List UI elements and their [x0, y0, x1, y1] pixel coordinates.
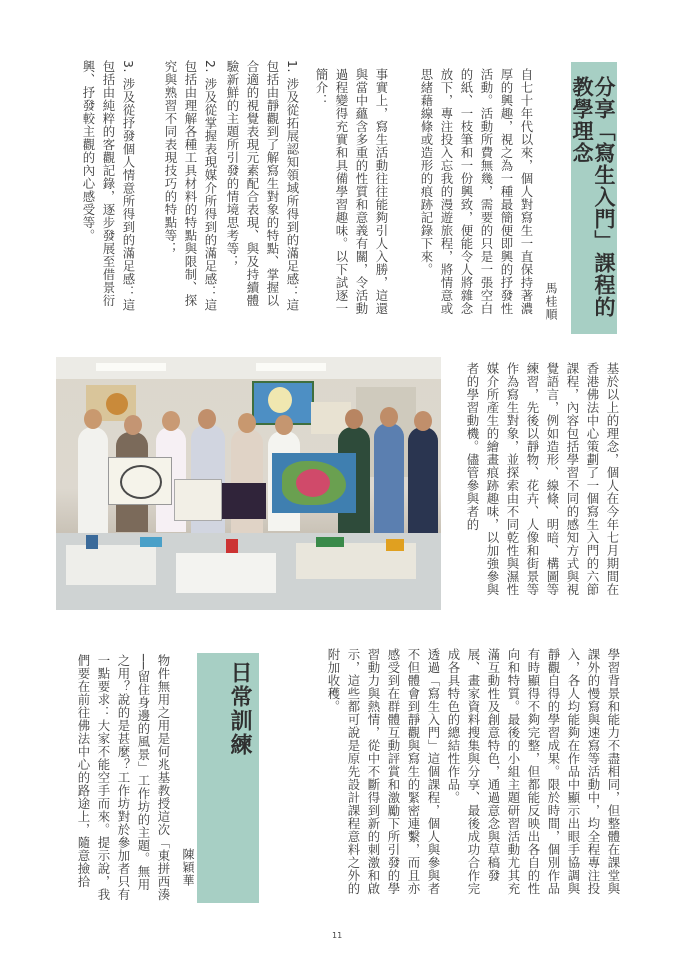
list-item-1: 1. 涉及從拓展認知領域所得到的滿足感：這包括由靜觀到了解寫生對象的特點、掌握以合適的視覺表現元素配合表現、與及持續體驗新鮮的主題所引發的情境思考等； [225, 60, 300, 312]
page-number: 11 [332, 931, 343, 940]
article-author: 馬桂順 [544, 282, 558, 321]
list-item-2: 2. 涉及從掌握表現媒介所得到的滿足感：這包括由理解各種工具材料的特點與限制、探究與熟習不同表現技巧的特點等； [163, 60, 218, 312]
paragraph-conclusion: 透過「寫生入門」這個課程，個人與參與者不但體會到靜觀與寫生的緊密連繫，而且亦感受到在群體互動評賞和激勵下所引發的學習動力與熱情，從中不斷得到新的刺激和啟示，這些都可說是原先設計課程意料之外的附加收穫。 [326, 648, 441, 895]
paragraph-results: 學習背景和能力不盡相同，但整體在課堂與課外的慢寫與速寫等活動中，均全程專注投入，各人均能夠在作品中顯示出眼手協調與靜觀自得的學習成果。限於時間，個別作品有時顯得不夠完整，但都能反映出各自的性向和特質。最後的小組主題研習活動尤其充滿互動性及創意特色，通過意念與草稿發展、畫家資料搜集與分享、最後成功合作完成各具特色的總結性作品。 [446, 648, 621, 895]
article-title: 分享「寫生入門」課程的教學理念 [571, 62, 617, 334]
paragraph-intro: 自七十年代以來，個人對寫生一直保持著濃厚的興趣，視之為一種最簡便即興的抒發性活動。活動所費無幾，需要的只是一張空白的紙、一枝筆和一份興致，便能令人將雜念放下，專注投入忘我的漫遊旅程，將情意或思緒藉線條或造形的痕跡記錄下來。 [419, 68, 534, 315]
paragraph-nature: 事實上，寫生活動往往能夠引人入勝，這還與當中蘊含多重的性質和意義有關，令活動過程變得充實和具備學習趣味。以下試逐一簡介： [314, 68, 389, 315]
workshop-group-photo [56, 357, 441, 610]
article2-title: 日常訓練 [197, 653, 259, 903]
article2-author: 陳穎華 [181, 848, 195, 887]
paragraph-course: 基於以上的理念，個人在今年七月期間在香港佛法中心策劃了一個寫生入門的六節課程，內容包括學習不同的感知方式與視覺語言，例如造形、線條、明暗、構圖等練習，先後以靜物、花卉、人像和街景等作為寫生對象，並探索由不同乾性與濕性媒介所產生的繪畫痕跡趣味，以加強參與者的學習動機。儘管參與者的 [465, 362, 620, 596]
list-item-3: 3. 涉及從抒發個人情意所得到的滿足感：這包括由純粹的客觀記錄，逐步發展至借景衍興、抒發較主觀的內心感受等。 [81, 60, 136, 312]
article2-paragraph: 物件無用之用是何兆基教授這次「東拼西湊──留住身邊的風景」工作坊的主題。無用之用？說的是甚麼？工作坊對於參加者只有一點要求：大家不能空手而來。提示說，我們要在前往佛法中心的路途上，隨意撿拾 [76, 654, 171, 901]
